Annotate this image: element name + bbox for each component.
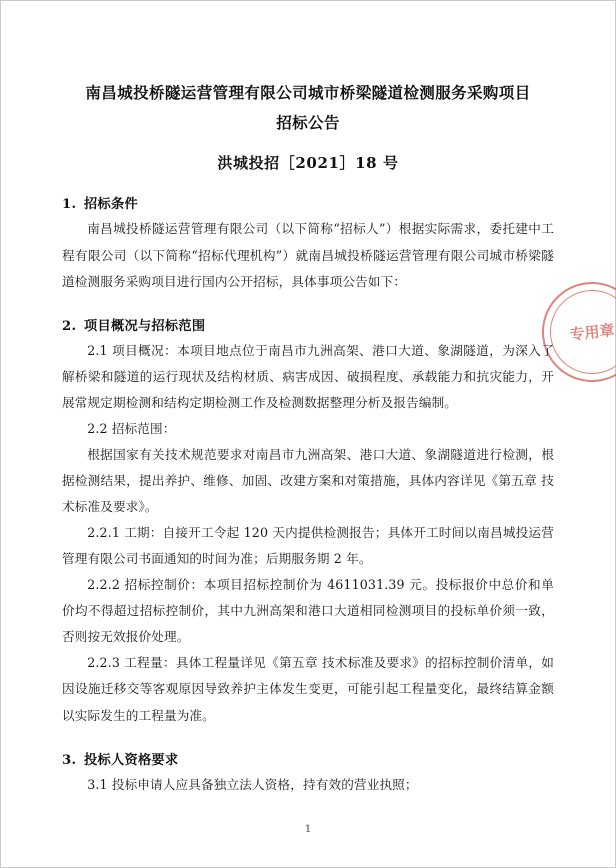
document-title-line1: 南昌城投桥隧运营管理有限公司城市桥梁隧道检测服务采购项目 [85,83,531,102]
paragraph: 3.1 投标申请人应具备独立法人资格，持有效的营业执照； [87,776,418,792]
seal-center-text: 专用章 [568,321,616,344]
page-number: 1 [304,824,312,835]
paragraph: 2.2 招标范围： [87,420,176,436]
section-heading-1 [62,193,554,212]
section-number-2: 2. [62,318,77,334]
section-number-1: 1. [62,197,77,213]
paragraph: 根据国家有关技术规范要求对南昌市九洲高架、港口大道、象湖隧道进行检测，根据检测结果，提出养护、维修、加固、改建方案和对策措施，具体内容详见《第五章 技术标准及要求》。 [62,446,554,514]
section-heading-2 [62,315,554,334]
section-title-1: 招标条件 [84,197,138,213]
paragraph: 南昌城投桥隧运营管理有限公司（以下简称“招标人”）根据实际需求，委托建中工程有限公司（以下简称“招标代理机构”）就南昌城投桥隧运营管理有限公司城市桥梁隧道检测服务采购项目进行国内公开招标，具体事项公告如下： [62,221,554,289]
document-content [62,78,554,798]
paragraph: 2.2.3 工程量：具体工程量详见《第五章 技术标准及要求》的招标控制价清单，如因设施迁移交等客观原因导致养护主体发生变更，可能引起工程量变化，最终结算金额以实际发生的工程量为准。 [62,655,554,723]
section-heading-3 [62,749,554,768]
paragraph: 2.2.1 工期：自接开工令起 120 天内提供检测报告；具体开工时间以南昌城投运营管理有限公司书面通知的时间为准；后期服务期 2 年。 [62,525,554,567]
section-title-3: 投标人资格要求 [84,752,179,768]
document-title-line2: 招标公告 [276,113,340,133]
section-number-3: 3. [62,752,77,768]
document-number: 洪城投招［2021］18 号 [217,154,399,173]
paragraph: 2.1 项目概况：本项目地点位于南昌市九洲高架、港口大道、象湖隧道，为深入了解桥梁和隧道的运行现状及结构材质、病害成因、破损程度、承载能力和抗灾能力，开展常规定期检测和结构定期检测工作及检测数据整理分析及报告编制。 [62,342,554,410]
paragraph: 2.2.2 招标控制价：本项目招标控制价为 4611031.39 元。投标报价中总价和单价均不得超过招标控制价，其中九洲高架和港口大道相同检测项目的投标单价须一致，否则按无效报价处理。 [62,577,554,645]
section-title-2: 项目概况与招标范围 [84,318,206,334]
